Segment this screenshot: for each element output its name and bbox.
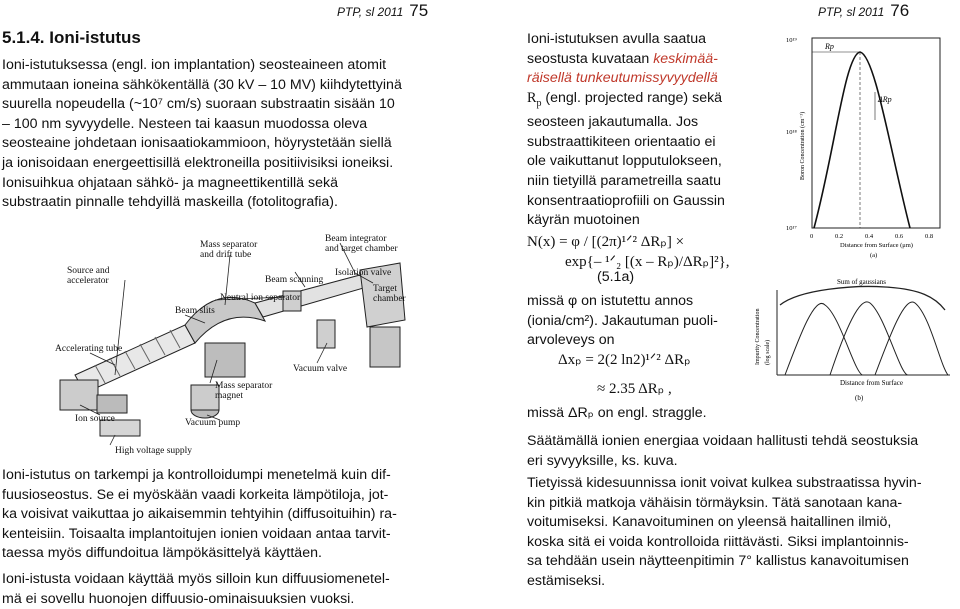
label-mass-magnet: Mass separator magnet [215,381,273,401]
y-axis-label: Boron Concentration (cm⁻³) [800,111,806,180]
label-neutral-separator: Neutral ion separator [220,293,301,303]
text-line: käyrän muotoinen [527,212,640,229]
label-accelerating-tube: Accelerating tube [55,344,123,354]
x-tick: 0 [810,233,814,240]
label-mass-separator: Mass separator and drift tube [200,240,258,260]
course-label: PTP, sl 2011 [337,5,404,19]
y-axis-label: Impurity Concentration (log scale) [755,308,771,365]
label-line: (log scale) [765,339,771,365]
label-vacuum-pump: Vacuum pump [185,418,241,428]
text-line: eri syvyyksille, ks. kuva. [527,452,678,469]
text-line: voitumiseksi. Kanavoituminen on yleensä haitallinen ilmiö, [527,514,892,531]
paragraph-dose [527,292,752,351]
text-line: ka voisivat vaikuttaa jo aikaisemmin tehtyihin (diffusoituihin) ra- [2,506,397,523]
text-line: missä φ on istutettu annos [527,293,694,309]
text-line: substraatin pinnalle tehdyillä maskeilla (fotolitografia). [2,194,338,211]
text-straggle: missä ΔRₚ on engl. straggle. [527,405,707,421]
x-tick: 0.2 [835,233,844,240]
text-line: substraattikiteen orientaatio ei [527,133,716,150]
label-hv-supply: High voltage supply [115,446,193,456]
text-line: estämiseksi. [527,572,606,589]
graph-sum-gaussians [745,275,955,427]
label-isolation-valve: Isolation valve [335,268,392,278]
text-line: fuusioseostus. Se ei myöskään vaadi korkeita lämpötiloja, jot- [2,486,389,503]
label-ion-source: Ion source [75,414,115,424]
label-beam-slits: Beam slits [175,306,215,316]
text-line: seosteaine johdetaan ionisaatiokammioon, höyrystetään siellä [2,135,392,152]
paragraph-range [527,30,777,231]
label-sum-gaussians: Sum of gaussians [837,278,886,286]
text-line: kenteisiin. Toisaalta implantoitujen ionien voidaan antaa tarvit- [2,525,391,542]
text-line: ammutaan ioneina sähkökentällä (30 kV – 10 MV) kiihdytettyinä [2,76,402,93]
text-line: Tietyissä kidesuunnissa ionit voivat kulkea substraatissa hyvin- [527,475,922,491]
x-tick: 0.6 [895,233,904,240]
emphasis-text: keskimää- [653,50,718,67]
label-line: magnet [215,391,243,401]
label-delta-rp: ΔRp [878,95,892,104]
equation-line: exp{– ¹ᐟ₂ [(x – Rₚ)/ΔRₚ]²}, [565,254,730,270]
equation-line: N(x) = φ / [(2π)¹ᐟ² ΔRₚ] × [527,234,685,250]
label-line: and drift tube [200,250,252,260]
label-line: and target chamber [325,244,398,254]
text-line: – 100 nm syvyydelle. Nesteen tai kaasun muodossa oleva [2,115,368,132]
text-line: koska sitä ei voida kontrolloida riittävästi. Siksi implantoinnis- [527,533,909,550]
paragraph-energy [527,432,957,471]
ion-implanter-diagram [55,225,440,460]
text-line: seosteen jakautumalla. Jos [527,114,699,131]
paragraph-usage [2,570,472,609]
equation-number: (5.1a) [597,269,635,285]
x-tick: 0.8 [925,233,934,240]
text-line: Ioni-istusta voidaan käyttää myös silloin kun diffuusiomenetel- [2,571,390,587]
y-tick: 10¹⁷ [786,225,797,232]
text-line: taessa myös diffundoitua lämpökäsittelyä käyttäen. [2,545,322,562]
label-target-chamber: Target chamber [373,284,406,304]
caption-b: (b) [855,394,864,402]
text-line: suurella nopeudella (~10⁷ cm/s) suoraan substraatin sisään 10 [2,96,395,113]
y-tick: 10¹⁹ [786,37,797,44]
header-right [818,1,909,21]
graph-gaussian-profile [780,30,950,260]
text-line: sa tehdään usein näytteenpitimin 7° kallistus kanavoitumisen [527,553,909,570]
text-line: konsentraatioprofiili on Gaussin [527,192,725,209]
equation-gaussian-exp [565,252,730,271]
text-line: (ionia/cm²). Jakautuman puoli- [527,312,718,329]
page-number: 76 [890,1,910,20]
course-label: PTP, sl 2011 [818,5,885,19]
section-title: 5.1.4. Ioni-istutus [2,28,141,47]
equation-fwhm: Δxₚ = 2(2 ln2)¹ᐟ² ΔRₚ [558,352,691,368]
text-line: Säätämällä ionien energiaa voidaan hallitusti tehdä seostuksia [527,433,919,449]
text-line: ole vaikuttanut lopputulokseen, [527,153,722,170]
paragraph-comparison [2,466,472,564]
label-vacuum-valve: Vacuum valve [293,364,348,374]
x-axis-label: Distance from Surface [840,379,903,387]
x-tick: 0.4 [865,233,874,240]
equation-gaussian [527,232,684,251]
equation-approx: ≈ 2.35 ΔRₚ , [597,381,672,397]
paragraph-channeling [527,474,957,592]
label-source: Source and accelerator [67,266,110,286]
header-left [337,1,428,21]
paragraph-intro [2,56,472,213]
text-line: kin pitkiä matkoja vähäisin törmäyksin. Tätä sanotaan kana- [527,494,903,511]
text-line: $R_p$ (engl. projected range) sekä [527,89,723,109]
text-line: Ioni-istutuksen avulla saatua [527,31,707,47]
label-beam-scanning: Beam scanning [265,275,324,285]
caption-a: (a) [870,252,878,259]
text-line: arvoleveys on [527,332,615,349]
text-line: ja ionisoidaan energeettisillä elektroneilla positiivisiksi ioneiksi. [2,154,394,171]
label-beam-integrator: Beam integrator and target chamber [325,234,398,254]
text-line: seostusta kuvataan keskimää- [527,50,718,67]
x-axis-label: Distance from Surface (μm) [840,242,913,249]
emphasis-text: räisellä tunkeutumissyvyydellä [527,70,718,87]
label-line: accelerator [67,276,109,286]
label-rp: Rp [825,42,834,51]
page-number: 75 [409,1,429,20]
label-line: chamber [373,294,406,304]
text-line: Ionisuihkua ohjataan sähkö- ja magneettikentillä sekä [2,174,338,191]
y-tick: 10¹⁸ [786,129,797,136]
text-line: mä ei sovellu huonojen diffuusio-ominaisuuksien vuoksi. [2,590,355,607]
text-line: Ioni-istutus on tarkempi ja kontrolloidumpi menetelmä kuin dif- [2,467,391,483]
text-line: Ioni-istutuksessa (engl. ion implantation) seosteaineen atomit [2,57,387,73]
text-line: niin tietyillä parametreilla saatu [527,172,721,189]
